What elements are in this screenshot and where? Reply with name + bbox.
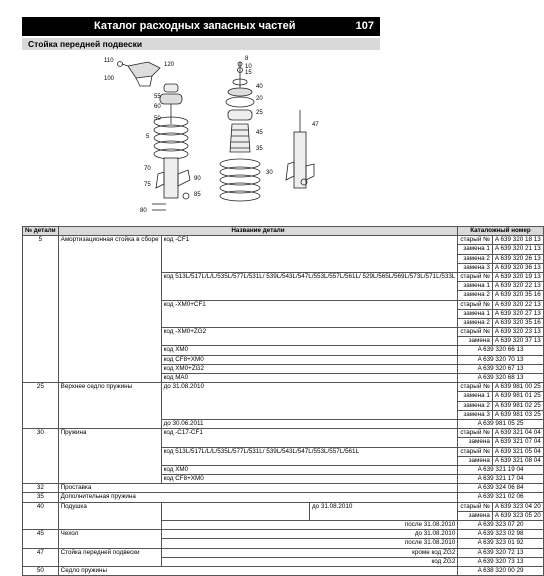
variant-label: код -C17-CF1 bbox=[161, 429, 458, 447]
callout-90: 90 bbox=[194, 176, 201, 182]
table-row bbox=[23, 429, 544, 438]
part-type: замена 1 bbox=[458, 282, 493, 291]
part-type: старый № bbox=[458, 328, 493, 337]
table-row bbox=[23, 566, 544, 575]
callout-80: 80 bbox=[140, 208, 147, 214]
callout-50: 50 bbox=[154, 116, 161, 122]
callout-70: 70 bbox=[144, 166, 151, 172]
col-header-name: Название детали bbox=[58, 227, 458, 236]
callout-8: 8 bbox=[245, 56, 249, 62]
part-type: замена bbox=[458, 438, 493, 447]
part-type: замена 1 bbox=[458, 309, 493, 318]
catalog-number: A 639 981 01 25 bbox=[492, 392, 543, 401]
part-type: замена 3 bbox=[458, 410, 493, 419]
catalog-number: A 639 320 73 13 bbox=[458, 557, 543, 566]
catalog-number: A 639 320 21 13 bbox=[492, 245, 543, 254]
part-name: Дополнительная пружина bbox=[58, 493, 458, 502]
catalog-number: A 639 321 07 04 bbox=[492, 438, 543, 447]
part-type: замена 2 bbox=[458, 318, 493, 327]
callout-47: 47 bbox=[312, 122, 319, 128]
section-title: Стойка передней подвески bbox=[28, 39, 143, 49]
callout-5: 5 bbox=[146, 134, 150, 140]
catalog-number: A 639 320 68 13 bbox=[458, 374, 543, 383]
part-number: 40 bbox=[23, 502, 59, 530]
part-type: замена 3 bbox=[458, 263, 493, 272]
variant-label: до 31.08.2010 bbox=[161, 383, 458, 420]
variant-label: код 513L/517L/L/L/535L/577L/531L/ 539L/543L/547L/553L/557L/561L/ 529L/565L/569L/573L/571L/533L bbox=[161, 272, 458, 300]
part-name: Проставка bbox=[58, 484, 458, 493]
col-header-catalog: Каталожный номер bbox=[458, 227, 543, 236]
callout-20: 20 bbox=[256, 96, 263, 102]
catalog-number: A 639 320 35 16 bbox=[492, 291, 543, 300]
part-type: старый № bbox=[458, 272, 493, 281]
catalog-number: A 639 321 08 04 bbox=[492, 456, 543, 465]
catalog-number: A 639 320 27 13 bbox=[492, 309, 543, 318]
catalog-number: A 639 321 02 06 bbox=[458, 493, 543, 502]
part-type: замена 1 bbox=[458, 392, 493, 401]
part-type: старый № bbox=[458, 429, 493, 438]
variant-label: после 31.08.2010 bbox=[161, 539, 458, 548]
part-type: замена 1 bbox=[458, 245, 493, 254]
catalog-number: A 639 321 17 04 bbox=[458, 475, 543, 484]
catalog-number: A 639 320 37 13 bbox=[492, 337, 543, 346]
part-number: 30 bbox=[23, 429, 59, 484]
variant-label: код XM0+ZG2 bbox=[161, 364, 458, 373]
catalog-number: A 639 320 23 13 bbox=[492, 328, 543, 337]
catalog-number: A 639 320 36 13 bbox=[492, 263, 543, 272]
catalog-number: A 639 321 19 04 bbox=[458, 465, 543, 474]
catalog-number: A 639 320 22 13 bbox=[492, 300, 543, 309]
catalog-number: A 639 320 18 13 bbox=[492, 236, 543, 245]
catalog-number: A 639 320 26 13 bbox=[492, 254, 543, 263]
variant-label: до 31.08.2010 bbox=[161, 530, 458, 539]
catalog-number: A 639 321 05 04 bbox=[492, 447, 543, 456]
callout-55: 55 bbox=[154, 94, 161, 100]
callout-30: 30 bbox=[266, 170, 273, 176]
part-number: 47 bbox=[23, 548, 59, 566]
callout-10: 10 bbox=[245, 64, 252, 70]
variant-label: код XM0 bbox=[161, 346, 458, 355]
catalog-number: A 639 323 07 20 bbox=[458, 521, 543, 530]
part-name: Амортизационная стойка в сборе bbox=[58, 236, 161, 383]
catalog-number: A 638 320 00 29 bbox=[458, 566, 543, 575]
catalog-number: A 639 320 35 16 bbox=[492, 318, 543, 327]
part-name: Пружина bbox=[58, 429, 161, 484]
part-name: Стойка передней подвески bbox=[58, 548, 161, 566]
table-row bbox=[23, 548, 544, 557]
part-type: старый № bbox=[458, 447, 493, 456]
callout-110: 110 bbox=[104, 58, 114, 64]
catalog-number: A 639 320 70 13 bbox=[458, 355, 543, 364]
part-number: 50 bbox=[23, 566, 59, 575]
part-number: 5 bbox=[23, 236, 59, 383]
catalog-number: A 639 321 04 04 bbox=[492, 429, 543, 438]
page-number: 107 bbox=[355, 20, 374, 32]
part-number: 45 bbox=[23, 530, 59, 548]
catalog-number: A 639 320 72 13 bbox=[458, 548, 543, 557]
spacer-cell bbox=[161, 502, 309, 520]
part-type: замена 2 bbox=[458, 291, 493, 300]
catalog-number: A 639 324 06 84 bbox=[458, 484, 543, 493]
catalog-number: A 639 320 67 13 bbox=[458, 364, 543, 373]
catalog-number: A 639 320 19 13 bbox=[492, 272, 543, 281]
variant-label: код ZG2 bbox=[161, 557, 458, 566]
part-number: 25 bbox=[23, 383, 59, 429]
variant-label: после 31.08.2010 bbox=[161, 521, 458, 530]
table-header-row bbox=[23, 227, 544, 236]
variant-label: кроме код ZG2 bbox=[161, 548, 458, 557]
part-number: 32 bbox=[23, 484, 59, 493]
catalog-number: A 639 981 02 25 bbox=[492, 401, 543, 410]
catalog-number: A 639 323 05 20 bbox=[492, 511, 543, 520]
suspension-strut-diagram bbox=[100, 54, 340, 224]
part-number: 35 bbox=[23, 493, 59, 502]
catalog-number: A 639 981 05 25 bbox=[458, 419, 543, 428]
table-row bbox=[23, 236, 544, 245]
catalog-number: A 639 981 03 25 bbox=[492, 410, 543, 419]
part-name: Седло пружины bbox=[58, 566, 458, 575]
catalog-number: A 639 323 04 20 bbox=[492, 502, 543, 511]
catalog-number: A 639 981 00 25 bbox=[492, 383, 543, 392]
variant-label: код CF8+XM0 bbox=[161, 475, 458, 484]
part-type: замена bbox=[458, 511, 493, 520]
part-name: Верхнее седло пружины bbox=[58, 383, 161, 429]
part-type: замена 2 bbox=[458, 254, 493, 263]
variant-label: до 30.06.2011 bbox=[161, 419, 458, 428]
variant-label: код -CF1 bbox=[161, 236, 458, 273]
variant-label: код MA0 bbox=[161, 374, 458, 383]
table-row bbox=[23, 484, 544, 493]
part-type: старый № bbox=[458, 383, 493, 392]
part-name: Чехол bbox=[58, 530, 161, 548]
variant-label: код -XM0+ZG2 bbox=[161, 328, 458, 346]
callout-40: 40 bbox=[256, 84, 263, 90]
catalog-number: A 639 320 66 13 bbox=[458, 346, 543, 355]
section-title-bar bbox=[22, 38, 380, 50]
part-type: старый № bbox=[458, 300, 493, 309]
table-row bbox=[23, 383, 544, 392]
page-header bbox=[22, 17, 380, 36]
part-type: замена 2 bbox=[458, 401, 493, 410]
callout-25: 25 bbox=[256, 110, 263, 116]
variant-label: код CF8+XM0 bbox=[161, 355, 458, 364]
variant-label: до 31.08.2010 bbox=[309, 502, 457, 520]
catalog-number: A 639 320 22 13 bbox=[492, 282, 543, 291]
catalog-number: A 639 323 02 98 bbox=[458, 530, 543, 539]
callout-75: 75 bbox=[144, 182, 151, 188]
table-row bbox=[23, 530, 544, 539]
variant-label: код 513L/517L/L/L/535L/577L/531L/ 539L/543L/547L/553L/557L/561L bbox=[161, 447, 458, 465]
table-row bbox=[23, 502, 544, 511]
callout-45: 45 bbox=[256, 130, 263, 136]
page-title: Каталог расходных запасных частей bbox=[94, 20, 296, 32]
callout-15: 15 bbox=[245, 70, 252, 76]
variant-label: код -XM0+CF1 bbox=[161, 300, 458, 328]
table-row bbox=[23, 493, 544, 502]
part-type: старый № bbox=[458, 502, 493, 511]
col-header-number: № детали bbox=[23, 227, 59, 236]
parts-table bbox=[22, 226, 544, 576]
callout-100: 100 bbox=[104, 76, 115, 82]
part-name: Подушка bbox=[58, 502, 161, 530]
callout-120: 120 bbox=[164, 62, 175, 68]
callout-60: 60 bbox=[154, 104, 161, 110]
callout-35: 35 bbox=[256, 146, 263, 152]
part-type: замена bbox=[458, 337, 493, 346]
callout-85: 85 bbox=[194, 192, 201, 198]
variant-label: код XM0 bbox=[161, 465, 458, 474]
part-type: замена bbox=[458, 456, 493, 465]
part-type: старый № bbox=[458, 236, 493, 245]
catalog-number: A 639 323 01 92 bbox=[458, 539, 543, 548]
